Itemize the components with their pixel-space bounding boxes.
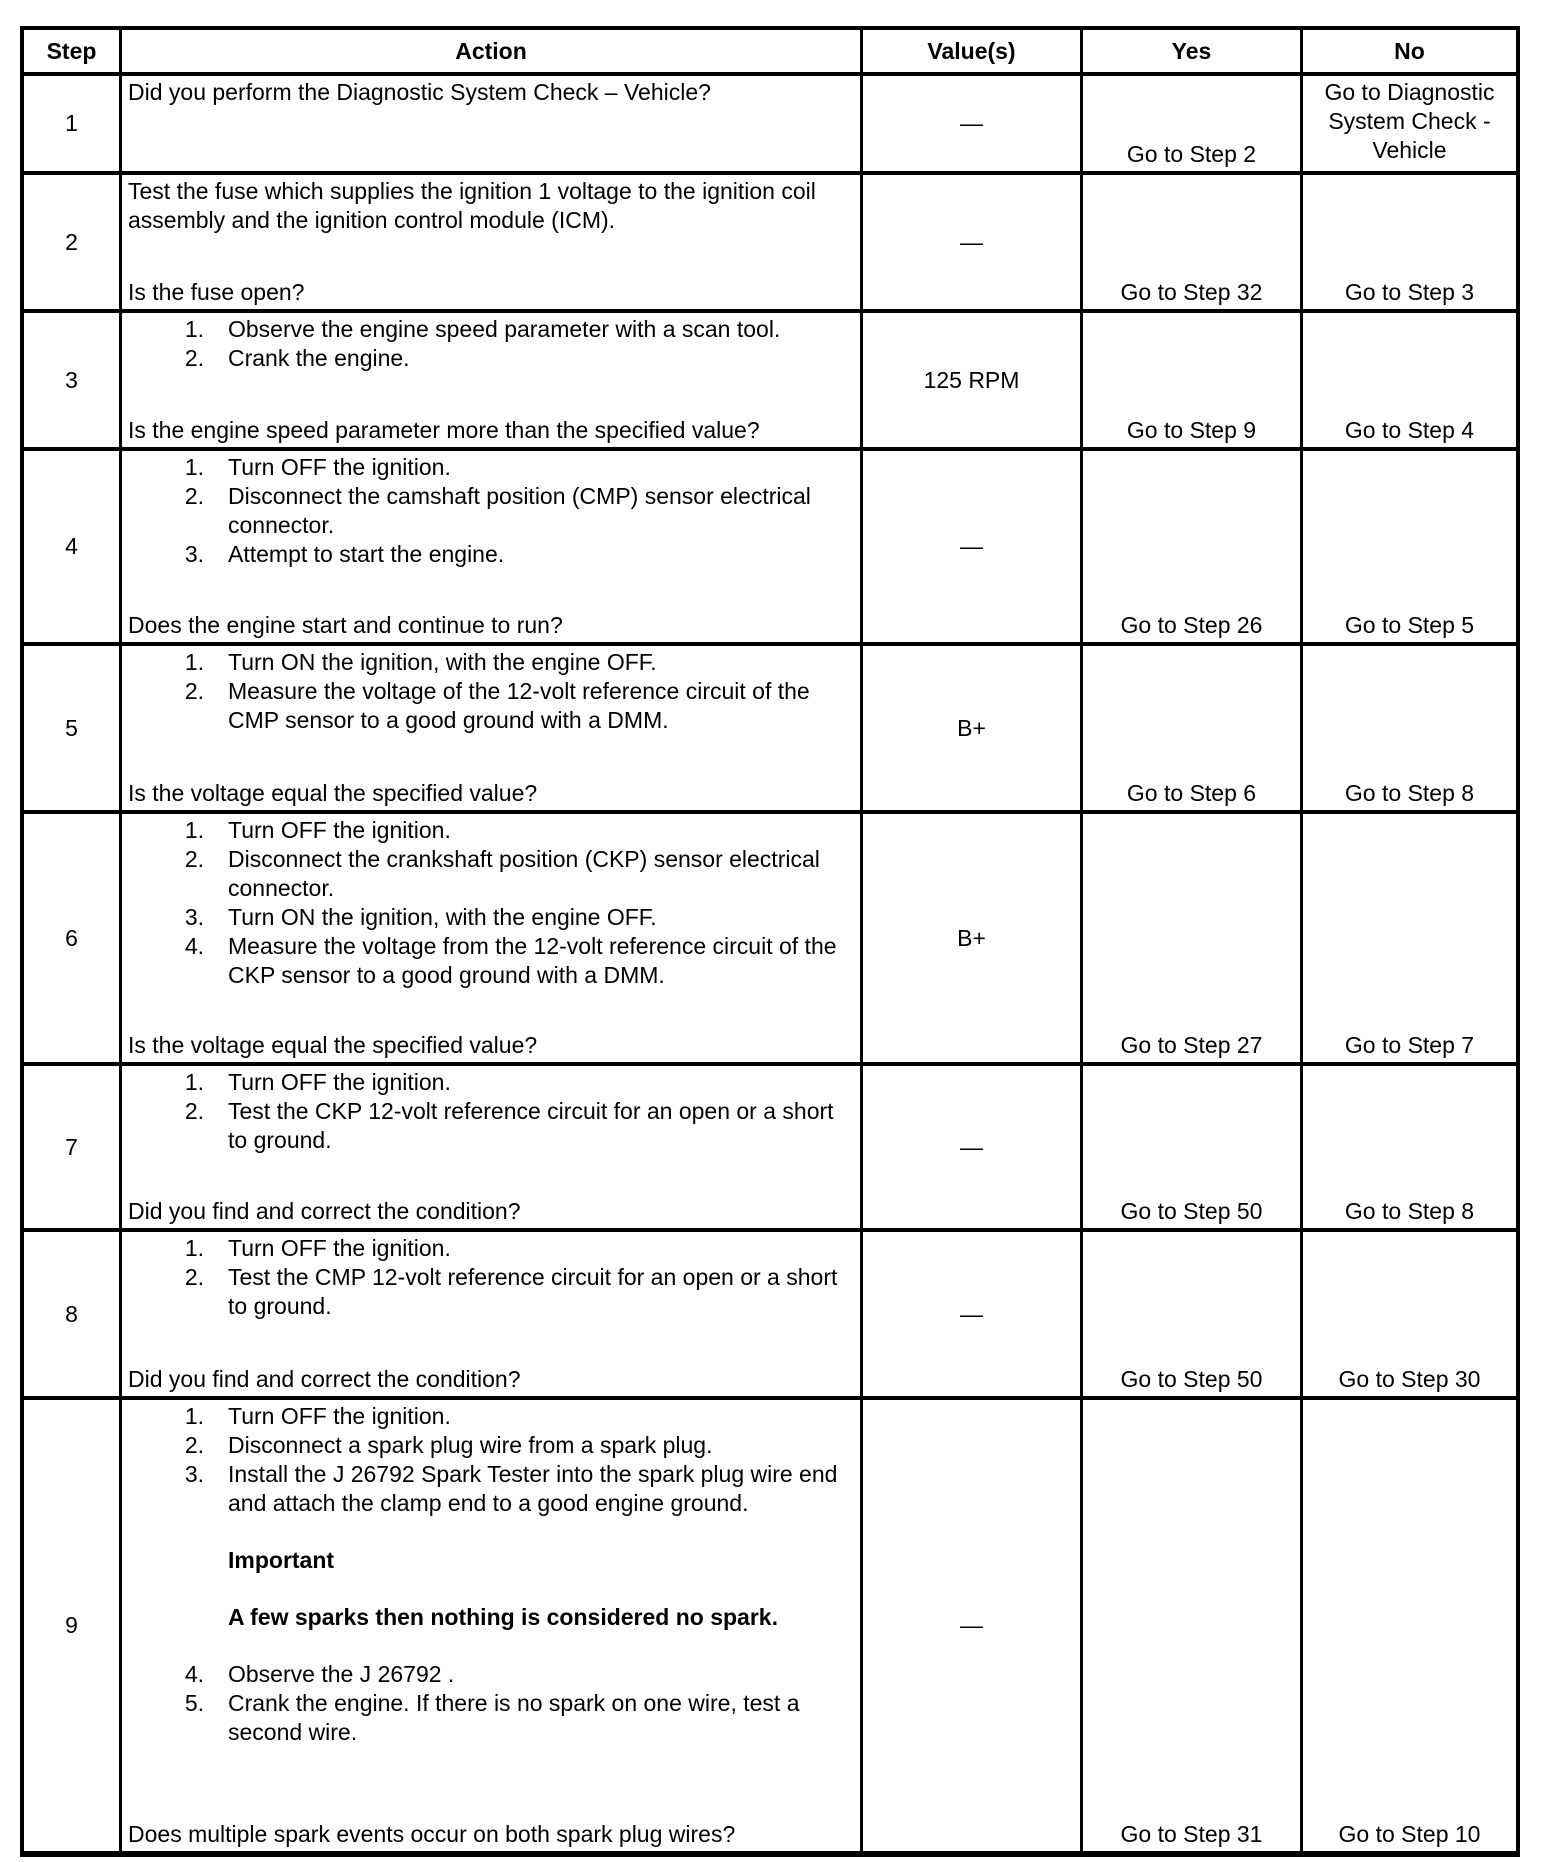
- step-number: 5: [65, 714, 78, 741]
- action-cell: [119, 76, 860, 171]
- list-item: [128, 1263, 854, 1321]
- yes-cell: [1080, 451, 1300, 642]
- no-cell: [1300, 1400, 1516, 1851]
- list-number: 2.: [184, 1264, 204, 1290]
- list-item: [128, 1660, 854, 1689]
- yes-link: Go to Step 50: [1120, 1366, 1263, 1392]
- list-number: 4.: [184, 1661, 204, 1687]
- table-row: [24, 810, 1516, 1062]
- list-number: 1.: [184, 1235, 204, 1261]
- list-item: [128, 1068, 854, 1097]
- no-cell: [1300, 451, 1516, 642]
- action-text: Did you perform the Diagnostic System Check – Vehicle?: [128, 79, 711, 105]
- header-step: Step: [46, 37, 97, 64]
- action-question: Did you find and correct the condition?: [128, 1366, 521, 1392]
- table-row: [24, 1396, 1516, 1851]
- action-question: Is the voltage equal the specified value?: [128, 780, 538, 806]
- yes-link: Go to Step 50: [1120, 1198, 1263, 1224]
- note-text: A few sparks then nothing is considered no spark.: [228, 1604, 778, 1630]
- list-item: [128, 1431, 854, 1460]
- yes-link: Go to Step 27: [1120, 1032, 1263, 1058]
- step-number: 3: [65, 366, 78, 393]
- yes-link: Go to Step 9: [1126, 417, 1257, 443]
- list-text: Crank the engine.: [228, 345, 410, 371]
- value-cell: —: [860, 175, 1080, 309]
- no-cell: [1300, 646, 1516, 810]
- list-number: 3.: [184, 904, 204, 930]
- header-values: Value(s): [860, 30, 1080, 72]
- table-header: [24, 30, 1516, 72]
- list-number: 1.: [184, 1069, 204, 1095]
- list-number: 1.: [184, 1403, 204, 1429]
- list-text: Observe the engine speed parameter with a scan tool.: [228, 316, 781, 342]
- list-item: [128, 845, 854, 903]
- no-link: Go to Diagnostic System Check - Vehicle: [1324, 79, 1495, 163]
- note-title: Important: [228, 1547, 335, 1573]
- no-cell: [1300, 814, 1516, 1062]
- yes-link: Go to Step 32: [1120, 279, 1263, 305]
- table-row: [24, 309, 1516, 447]
- list-number: 3.: [184, 541, 204, 567]
- list-text: Turn ON the ignition, with the engine OFF.: [228, 904, 657, 930]
- list-item: [128, 1460, 854, 1518]
- list-number: 2.: [184, 1098, 204, 1124]
- yes-cell: [1080, 313, 1300, 447]
- important-note: [128, 1546, 854, 1632]
- value-cell: B+: [860, 646, 1080, 810]
- action-cell: [119, 313, 860, 447]
- action-cell: [119, 175, 860, 309]
- list-text: Turn OFF the ignition.: [228, 454, 451, 480]
- value-cell: —: [860, 451, 1080, 642]
- action-question: Is the fuse open?: [128, 279, 305, 305]
- list-number: 3.: [184, 1461, 204, 1487]
- action-cell: [119, 1232, 860, 1396]
- yes-cell: [1080, 1066, 1300, 1228]
- action-cell: [119, 1400, 860, 1851]
- diagnostic-table: [20, 26, 1520, 1857]
- action-question: Did you find and correct the condition?: [128, 1198, 521, 1224]
- list-number: 1.: [184, 316, 204, 342]
- list-item: [128, 903, 854, 932]
- list-item: [128, 1402, 854, 1431]
- step-number: 8: [65, 1300, 78, 1327]
- list-number: 1.: [184, 649, 204, 675]
- action-cell: [119, 1066, 860, 1228]
- list-number: 4.: [184, 933, 204, 959]
- list-text: Turn OFF the ignition.: [228, 1069, 451, 1095]
- list-number: 2.: [184, 678, 204, 704]
- yes-cell: [1080, 76, 1300, 171]
- no-link: Go to Step 30: [1338, 1366, 1481, 1392]
- table-row: [24, 447, 1516, 642]
- header-yes: Yes: [1080, 30, 1300, 72]
- list-item: [128, 540, 854, 569]
- no-cell: [1300, 1066, 1516, 1228]
- no-link: Go to Step 7: [1344, 1032, 1475, 1058]
- list-text: Turn OFF the ignition.: [228, 1235, 451, 1261]
- step-number: 1: [65, 110, 78, 136]
- list-text: Crank the engine. If there is no spark on one wire, test a second wire.: [228, 1690, 800, 1745]
- list-number: 1.: [184, 454, 204, 480]
- list-text: Install the J 26792 Spark Tester into the spark plug wire end and attach the clamp end to a good engine ground.: [228, 1461, 838, 1516]
- no-link: Go to Step 5: [1344, 612, 1475, 638]
- list-text: Turn ON the ignition, with the engine OFF.: [228, 649, 657, 675]
- list-item: [128, 344, 854, 373]
- header-no: No: [1300, 30, 1516, 72]
- list-number: 2.: [184, 345, 204, 371]
- list-item: [128, 1689, 854, 1747]
- list-text: Turn OFF the ignition.: [228, 817, 451, 843]
- list-text: Test the CMP 12-volt reference circuit for an open or a short to ground.: [228, 1264, 838, 1319]
- action-cell: [119, 451, 860, 642]
- action-cell: [119, 646, 860, 810]
- no-link: Go to Step 8: [1344, 780, 1475, 806]
- list-number: 2.: [184, 483, 204, 509]
- list-text: Observe the J 26792 .: [228, 1661, 455, 1687]
- table-row: [24, 72, 1516, 171]
- yes-cell: [1080, 646, 1300, 810]
- list-number: 5.: [184, 1690, 204, 1716]
- no-link: Go to Step 10: [1338, 1821, 1481, 1847]
- table-row: [24, 1062, 1516, 1228]
- list-text: Measure the voltage from the 12-volt reference circuit of the CKP sensor to a good ground with a DMM.: [228, 933, 837, 988]
- action-question: Does the engine start and continue to run?: [128, 612, 563, 638]
- no-cell: [1300, 313, 1516, 447]
- yes-cell: [1080, 175, 1300, 309]
- action-text: Test the fuse which supplies the ignition 1 voltage to the ignition coil assembly and the ignition control module (ICM).: [128, 178, 816, 233]
- action-question: Is the voltage equal the specified value?: [128, 1032, 538, 1058]
- list-number: 1.: [184, 817, 204, 843]
- step-number: 9: [65, 1612, 78, 1638]
- action-cell: [119, 814, 860, 1062]
- list-text: Disconnect the crankshaft position (CKP) sensor electrical connector.: [228, 846, 820, 901]
- yes-link: Go to Step 6: [1126, 780, 1257, 806]
- yes-cell: [1080, 1232, 1300, 1396]
- yes-link: Go to Step 26: [1120, 612, 1263, 638]
- list-text: Disconnect the camshaft position (CMP) sensor electrical connector.: [228, 483, 811, 538]
- no-link: Go to Step 3: [1344, 279, 1475, 305]
- no-link: Go to Step 8: [1344, 1198, 1475, 1224]
- no-link: Go to Step 4: [1344, 417, 1475, 443]
- step-number: 6: [65, 924, 78, 951]
- list-item: [128, 315, 854, 344]
- yes-link: Go to Step 31: [1120, 1821, 1263, 1847]
- step-number: 4: [65, 533, 78, 559]
- step-number: 2: [65, 228, 78, 255]
- list-item: [128, 1234, 854, 1263]
- value-cell: —: [860, 1066, 1080, 1228]
- value-cell: —: [860, 76, 1080, 171]
- list-text: Measure the voltage of the 12-volt reference circuit of the CMP sensor to a good ground with a DMM.: [228, 678, 810, 733]
- value-cell: B+: [860, 814, 1080, 1062]
- list-item: [128, 453, 854, 482]
- header-action: Action: [119, 30, 860, 72]
- value-cell: —: [860, 1400, 1080, 1851]
- yes-cell: [1080, 1400, 1300, 1851]
- list-text: Attempt to start the engine.: [228, 541, 505, 567]
- list-text: Disconnect a spark plug wire from a spark plug.: [228, 1432, 713, 1458]
- value-cell: —: [860, 1232, 1080, 1396]
- list-item: [128, 1097, 854, 1155]
- list-item: [128, 648, 854, 677]
- list-number: 2.: [184, 846, 204, 872]
- yes-cell: [1080, 814, 1300, 1062]
- list-number: 2.: [184, 1432, 204, 1458]
- table-row: [24, 1228, 1516, 1396]
- list-text: Test the CKP 12-volt reference circuit for an open or a short to ground.: [228, 1098, 834, 1153]
- list-item: [128, 677, 854, 735]
- step-number: 7: [65, 1133, 78, 1160]
- list-item: [128, 932, 854, 990]
- action-question: Is the engine speed parameter more than the specified value?: [128, 417, 760, 443]
- table-row: [24, 642, 1516, 810]
- no-cell: [1300, 175, 1516, 309]
- action-question: Does multiple spark events occur on both spark plug wires?: [128, 1821, 736, 1847]
- list-text: Turn OFF the ignition.: [228, 1403, 451, 1429]
- list-item: [128, 816, 854, 845]
- table-row: [24, 171, 1516, 309]
- value-cell: 125 RPM: [860, 313, 1080, 447]
- no-cell: [1300, 1232, 1516, 1396]
- no-cell: [1300, 76, 1516, 171]
- yes-link: Go to Step 2: [1126, 141, 1257, 167]
- list-item: [128, 482, 854, 540]
